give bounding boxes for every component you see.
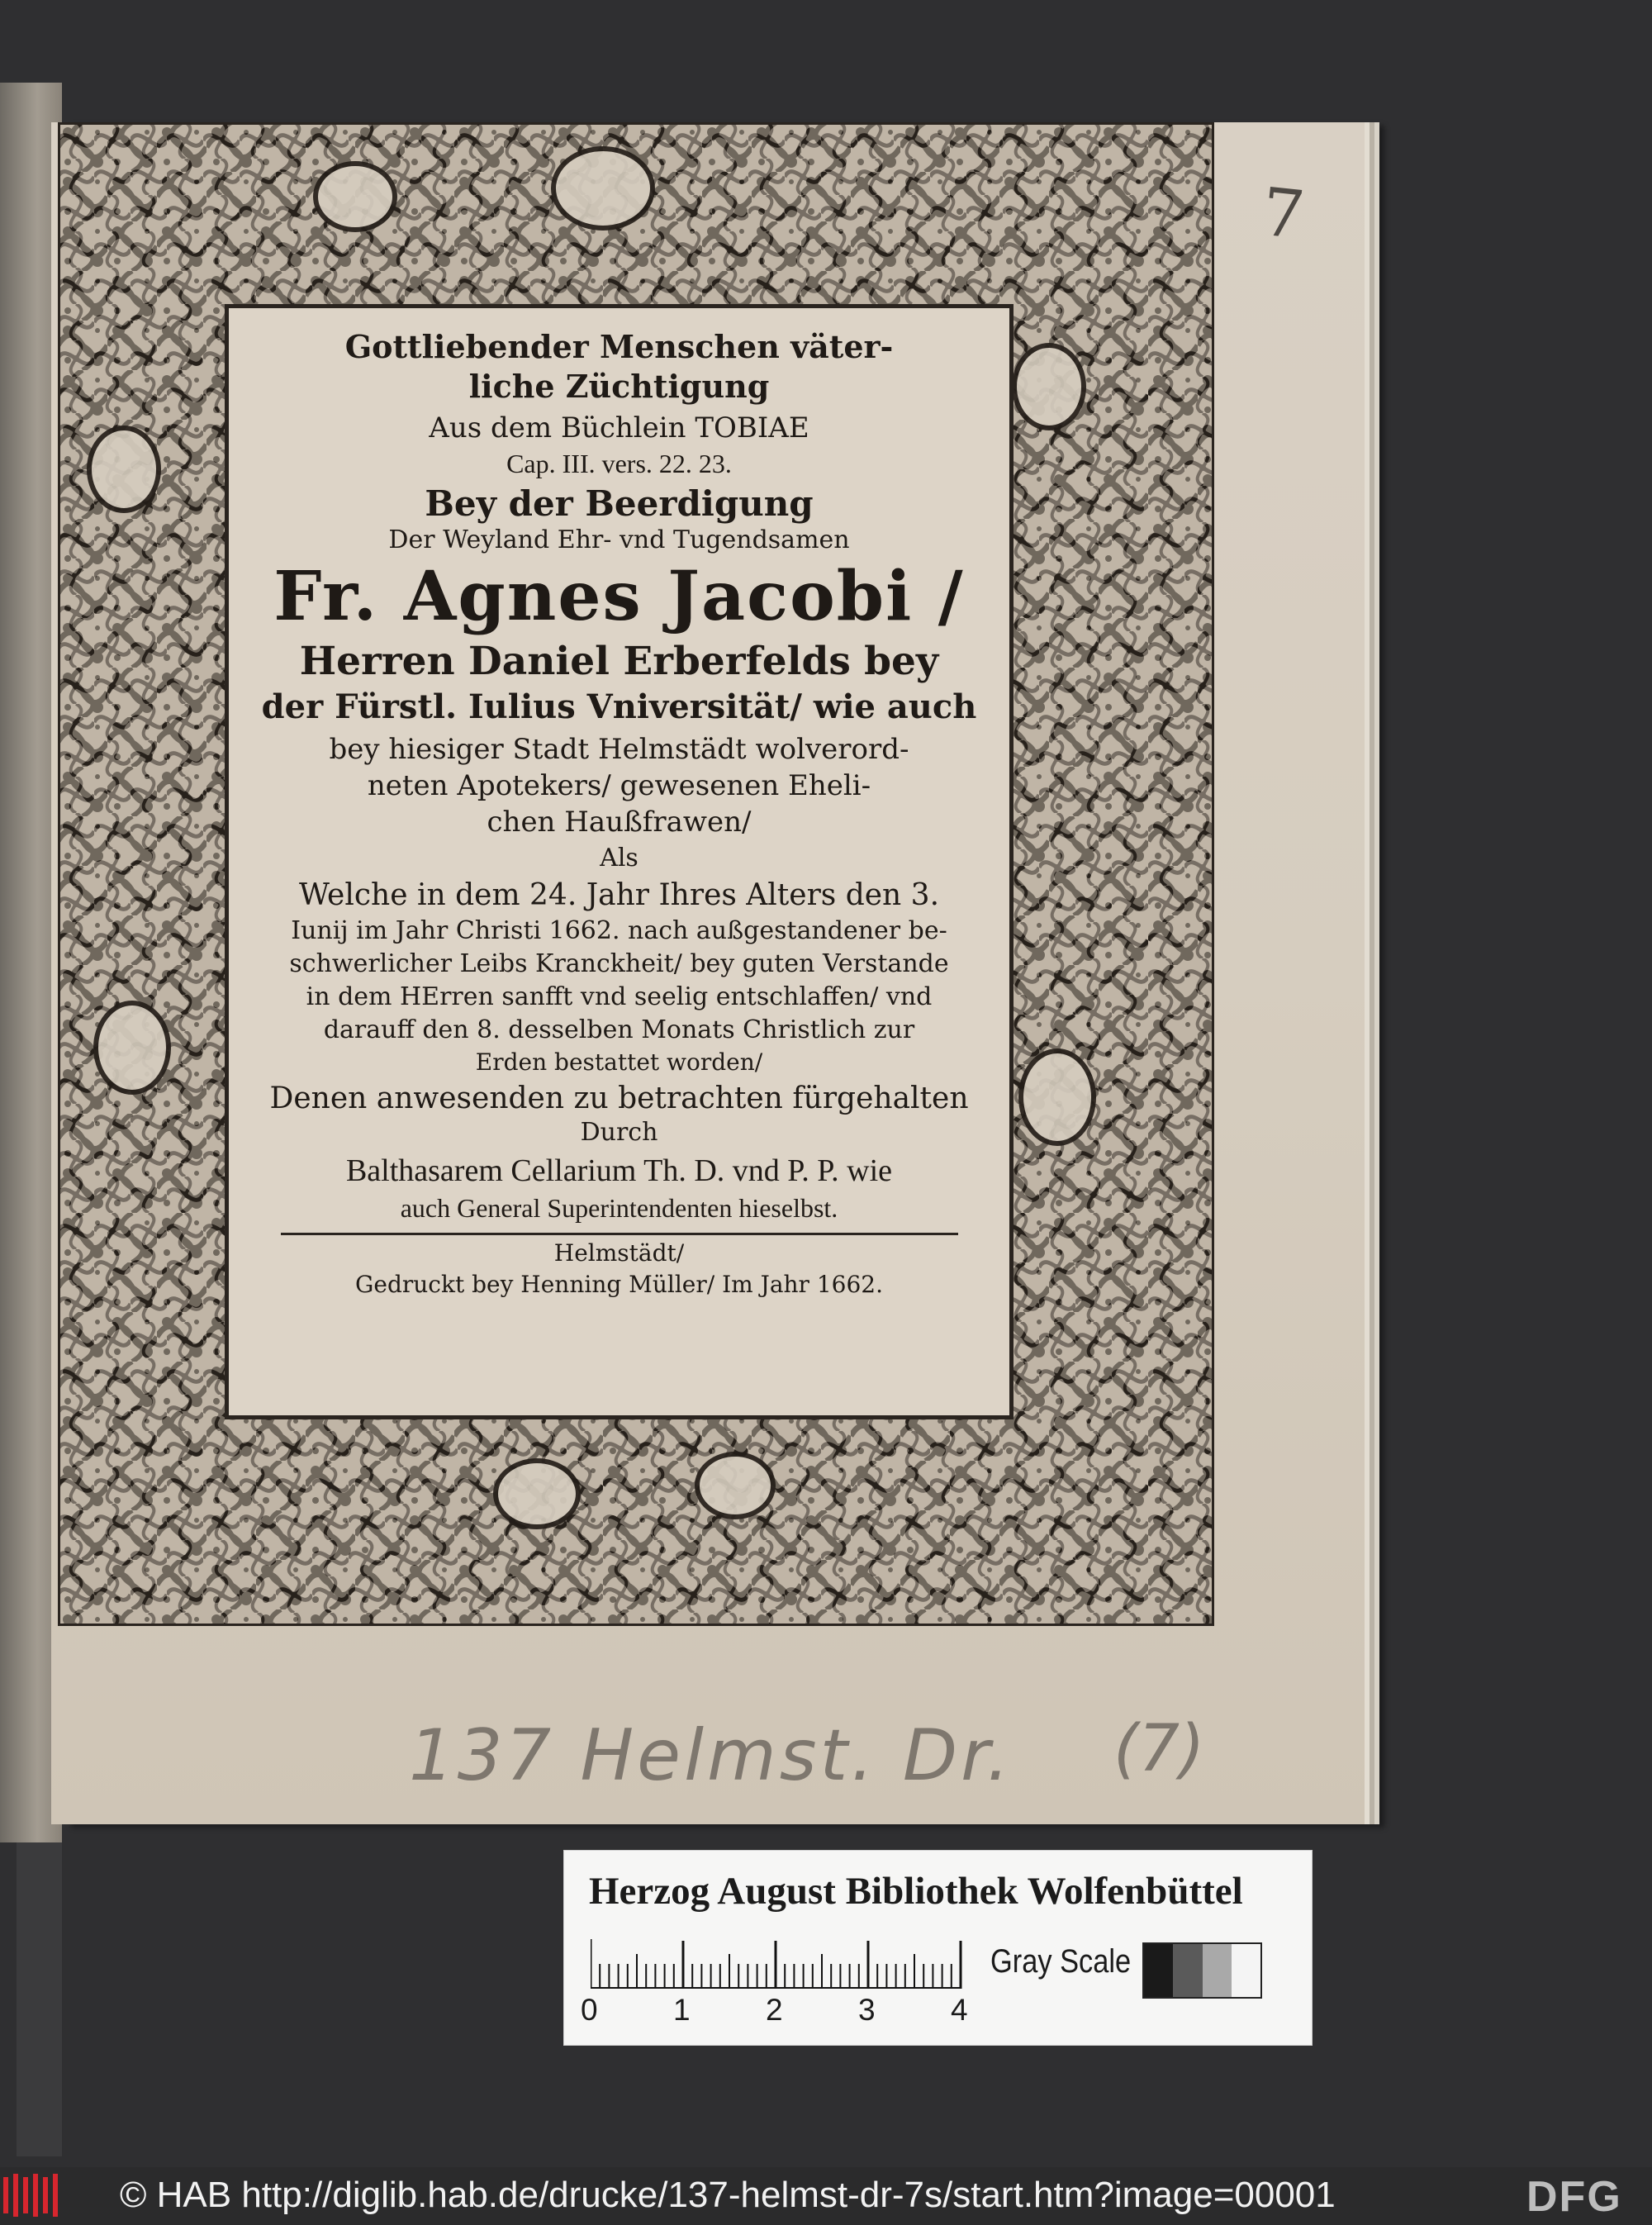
title-line: der Fürstl. Iulius Vniversität/ wie auch xyxy=(261,687,977,726)
title-line: Cap. III. vers. 22. 23. xyxy=(506,449,732,478)
title-line: bey hiesiger Stadt Helmstädt wolverord- xyxy=(329,733,909,766)
title-line: chen Haußfrawen/ xyxy=(487,806,752,839)
imprint-place: Helmstädt/ xyxy=(553,1239,685,1267)
gray-swatch xyxy=(1173,1944,1202,1997)
title-line: darauff den 8. desselben Monats Christlich zur xyxy=(323,1015,915,1044)
title-line: Welche in dem 24. Jahr Ihres Alters den 3. xyxy=(298,878,940,912)
title-line: Gottliebender Menschen väter- xyxy=(344,328,894,365)
title-line: Bey der Beerdigung xyxy=(425,483,814,524)
title-line: schwerlicher Leibs Kranckheit/ bey guten Verstande xyxy=(289,949,949,978)
title-line: Erden bestattet worden/ xyxy=(475,1048,763,1076)
title-line: Als xyxy=(600,844,638,872)
title-line: Iunij im Jahr Christi 1662. nach außgestandener be- xyxy=(291,916,947,945)
ruler-number: 2 xyxy=(766,1993,783,2027)
copyright-url[interactable]: © HAB http://diglib.hab.de/drucke/137-helmst-dr-7s/start.htm?image=00001 xyxy=(120,2175,1336,2215)
title-line: neten Apotekers/ gewesenen Eheli- xyxy=(367,769,871,802)
ruler-number: 0 xyxy=(581,1993,598,2027)
title-line: Denen anwesenden zu betrachten fürgehalten xyxy=(269,1082,969,1115)
gray-swatch xyxy=(1144,1944,1173,1997)
author-line: Balthasarem Cellarium Th. D. vnd P. P. wie xyxy=(345,1153,893,1188)
title-text-block xyxy=(229,308,1009,1296)
ruler-number: 3 xyxy=(858,1993,876,2027)
gray-scale-label: Gray Scale xyxy=(990,1943,1132,1980)
library-name: Herzog August Bibliothek Wolfenbüttel xyxy=(589,1870,1243,1913)
centimeter-ruler xyxy=(591,1939,1053,1989)
gray-scale-swatches xyxy=(1142,1942,1262,1999)
hab-logo-icon xyxy=(0,2172,66,2218)
deceased-name: Fr. Agnes Jacobi / xyxy=(273,557,965,636)
ruler-ticks xyxy=(591,1941,961,1989)
title-line: in dem HErren sanfft vnd seelig entschlaffen/ vnd xyxy=(306,982,933,1011)
imprint-rule xyxy=(281,1233,958,1235)
footer-bar xyxy=(0,2167,1652,2225)
title-line: Herren Daniel Erberfelds bey xyxy=(299,639,939,684)
gray-swatch xyxy=(1232,1944,1260,1997)
ruler-labels xyxy=(581,1993,1043,2034)
title-line: Aus dem Büchlein TOBIAE xyxy=(429,411,809,445)
title-text-panel xyxy=(225,304,1014,1419)
color-scale-card xyxy=(564,1851,1312,2045)
author-line: auch General Superintendenten hieselbst. xyxy=(400,1193,838,1223)
dfg-logo: DFG xyxy=(1526,2173,1622,2221)
handwritten-shelfmark: 137 Helmst. Dr. xyxy=(409,1714,1013,1797)
title-line: Durch xyxy=(580,1118,658,1147)
handwritten-page-number: 7 xyxy=(1258,173,1308,254)
ruler-number: 4 xyxy=(951,1993,968,2027)
title-line: Der Weyland Ehr- vnd Tugendsamen xyxy=(388,525,850,554)
handwritten-shelfmark-number: (7) xyxy=(1113,1712,1205,1786)
ruler-number: 1 xyxy=(673,1993,691,2027)
gray-swatch xyxy=(1203,1944,1232,1997)
spine-strip xyxy=(17,1842,62,2156)
imprint-printer: Gedruckt bey Henning Müller/ Im Jahr 1662. xyxy=(355,1271,883,1298)
title-line: liche Züchtigung xyxy=(468,368,770,405)
